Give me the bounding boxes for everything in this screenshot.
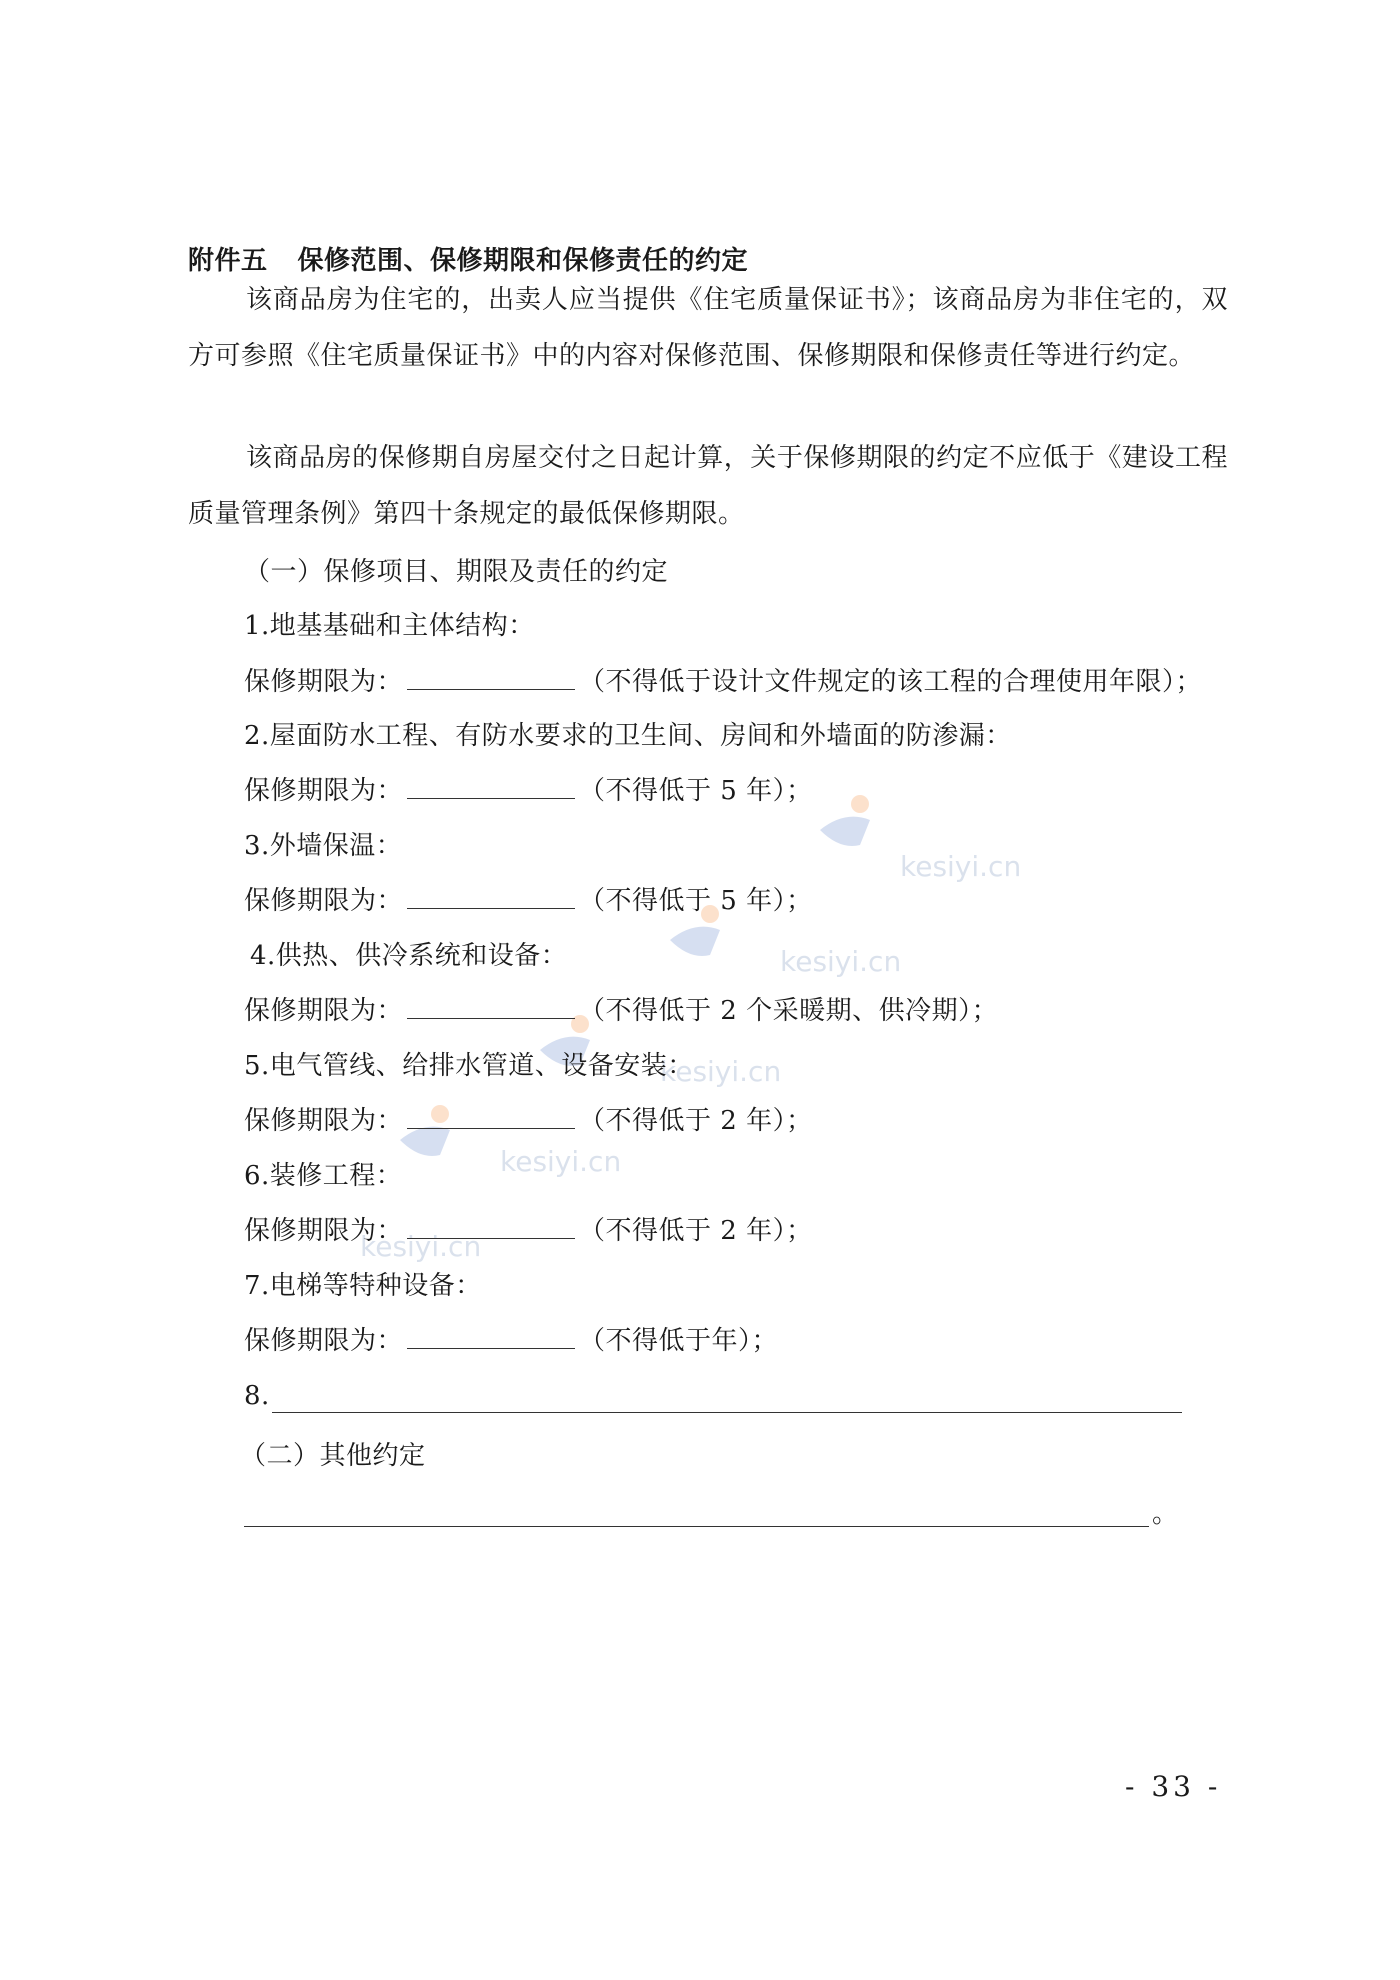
end-mark: 。 [1152,1499,1179,1529]
other-agreement-blank-field[interactable] [244,1526,1149,1527]
period-label: 保修期限为： [244,996,404,1026]
section-one-heading: （一）保修项目、期限及责任的约定 [244,557,669,587]
period-blank-field[interactable] [407,1102,575,1129]
period-note: （不得低于 2 年）； [579,1106,813,1136]
warranty-period-row [244,991,998,1031]
warranty-period-row [244,881,813,921]
page-number: - 33 - [1125,1770,1222,1803]
item-title: 7.电梯等特种设备： [244,1271,482,1301]
period-note: （不得低于 2 年）； [579,1216,813,1246]
attachment-title: 保修范围、保修期限和保修责任的约定 [297,246,749,276]
period-blank-field[interactable] [407,772,575,799]
period-label: 保修期限为： [244,1326,404,1356]
period-note: （不得低于设计文件规定的该工程的合理使用年限）； [579,667,1203,697]
warranty-period-row [244,662,1202,702]
period-label: 保修期限为： [244,667,404,697]
attachment-label: 附件五 [188,246,268,276]
period-label: 保修期限为： [244,1106,404,1136]
period-label: 保修期限为： [244,1216,404,1246]
watermark-text: kesiyi.cn [500,1145,622,1178]
period-note: （不得低于 2 个采暖期、供冷期）； [579,996,999,1026]
period-note: （不得低于年）； [579,1326,779,1356]
watermark-text: kesiyi.cn [660,1055,782,1088]
period-blank-field[interactable] [407,1322,575,1349]
period-blank-field[interactable] [407,992,575,1019]
period-note: （不得低于 5 年）； [579,776,813,806]
warranty-period-row [244,1101,813,1141]
period-blank-field[interactable] [407,663,575,690]
item-title: 4.供热、供冷系统和设备： [250,941,568,971]
item-title: 5.电气管线、给排水管道、设备安装： [244,1051,694,1081]
period-blank-field[interactable] [407,1212,575,1239]
section-two-heading: （二）其他约定 [240,1441,426,1471]
period-label: 保修期限为： [244,776,404,806]
period-blank-field[interactable] [407,882,575,909]
item-title: 2.屋面防水工程、有防水要求的卫生间、房间和外墙面的防渗漏： [244,721,1012,751]
item-title: 6.装修工程： [244,1161,403,1191]
intro-paragraph: 该商品房为住宅的，出卖人应当提供《住宅质量保证书》；该商品房为非住宅的，双方可参照《住宅质量保证书》中的内容对保修范围、保修期限和保修责任等进行约定。 [188,285,1228,371]
period-label: 保修期限为： [244,886,404,916]
period-note: （不得低于 5 年）； [579,886,813,916]
watermark-text: kesiyi.cn [900,850,1022,883]
warranty-period-row [244,771,813,811]
warranty-period-row [244,1211,813,1251]
item-eight-label: 8. [244,1381,270,1411]
item-title: 3.外墙保温： [244,831,403,861]
item-title: 1.地基基础和主体结构： [244,611,535,641]
period-paragraph: 该商品房的保修期自房屋交付之日起计算，关于保修期限的约定不应低于《建设工程质量管理条例》第四十条规定的最低保修期限。 [188,443,1228,529]
watermark-runner-icon [800,790,890,860]
item-eight-blank-field[interactable] [272,1412,1182,1413]
watermark-text: kesiyi.cn [360,1230,482,1263]
warranty-period-row [244,1321,778,1361]
watermark-text: kesiyi.cn [780,945,902,978]
